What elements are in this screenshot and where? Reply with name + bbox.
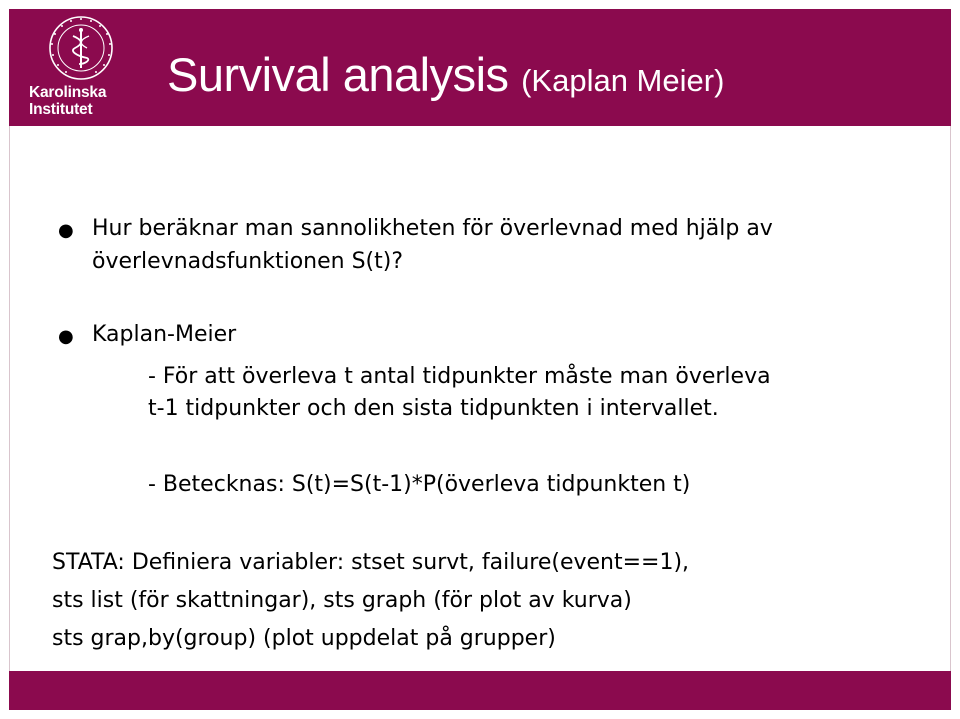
stata-line-1: STATA: Definiera variabler: stset survt, failure(event==1), xyxy=(52,550,690,575)
bullet-1-line-1: Hur beräknar man sannolikheten för överlevnad med hjälp av xyxy=(92,216,773,241)
stata-line-2: sts list (för skattningar), sts graph (för plot av kurva) xyxy=(52,588,632,613)
bullet-1-line-2: överlevnadsfunktionen S(t)? xyxy=(92,249,403,274)
bullet-marker-2: ● xyxy=(58,326,74,347)
logo-text-line1: Karolinska xyxy=(29,84,107,101)
title-sub: (Kaplan Meier) xyxy=(521,63,725,98)
stata-line-3: sts grap,by(group) (plot uppdelat på grupper) xyxy=(52,626,556,651)
km-detail-3: - Betecknas: S(t)=S(t-1)*P(överleva tidpunkten t) xyxy=(148,472,691,497)
bullet-2-line-1: Kaplan-Meier xyxy=(92,322,237,347)
logo-text-line2: Institutet xyxy=(29,101,93,118)
km-detail-1: - För att överleva t antal tidpunkter måste man överleva xyxy=(148,364,771,389)
slide-footer xyxy=(9,671,951,710)
bullet-marker-1: ● xyxy=(58,220,74,241)
km-detail-2: t-1 tidpunkter och den sista tidpunkten i intervallet. xyxy=(148,396,719,421)
title-main: Survival analysis xyxy=(167,48,509,101)
